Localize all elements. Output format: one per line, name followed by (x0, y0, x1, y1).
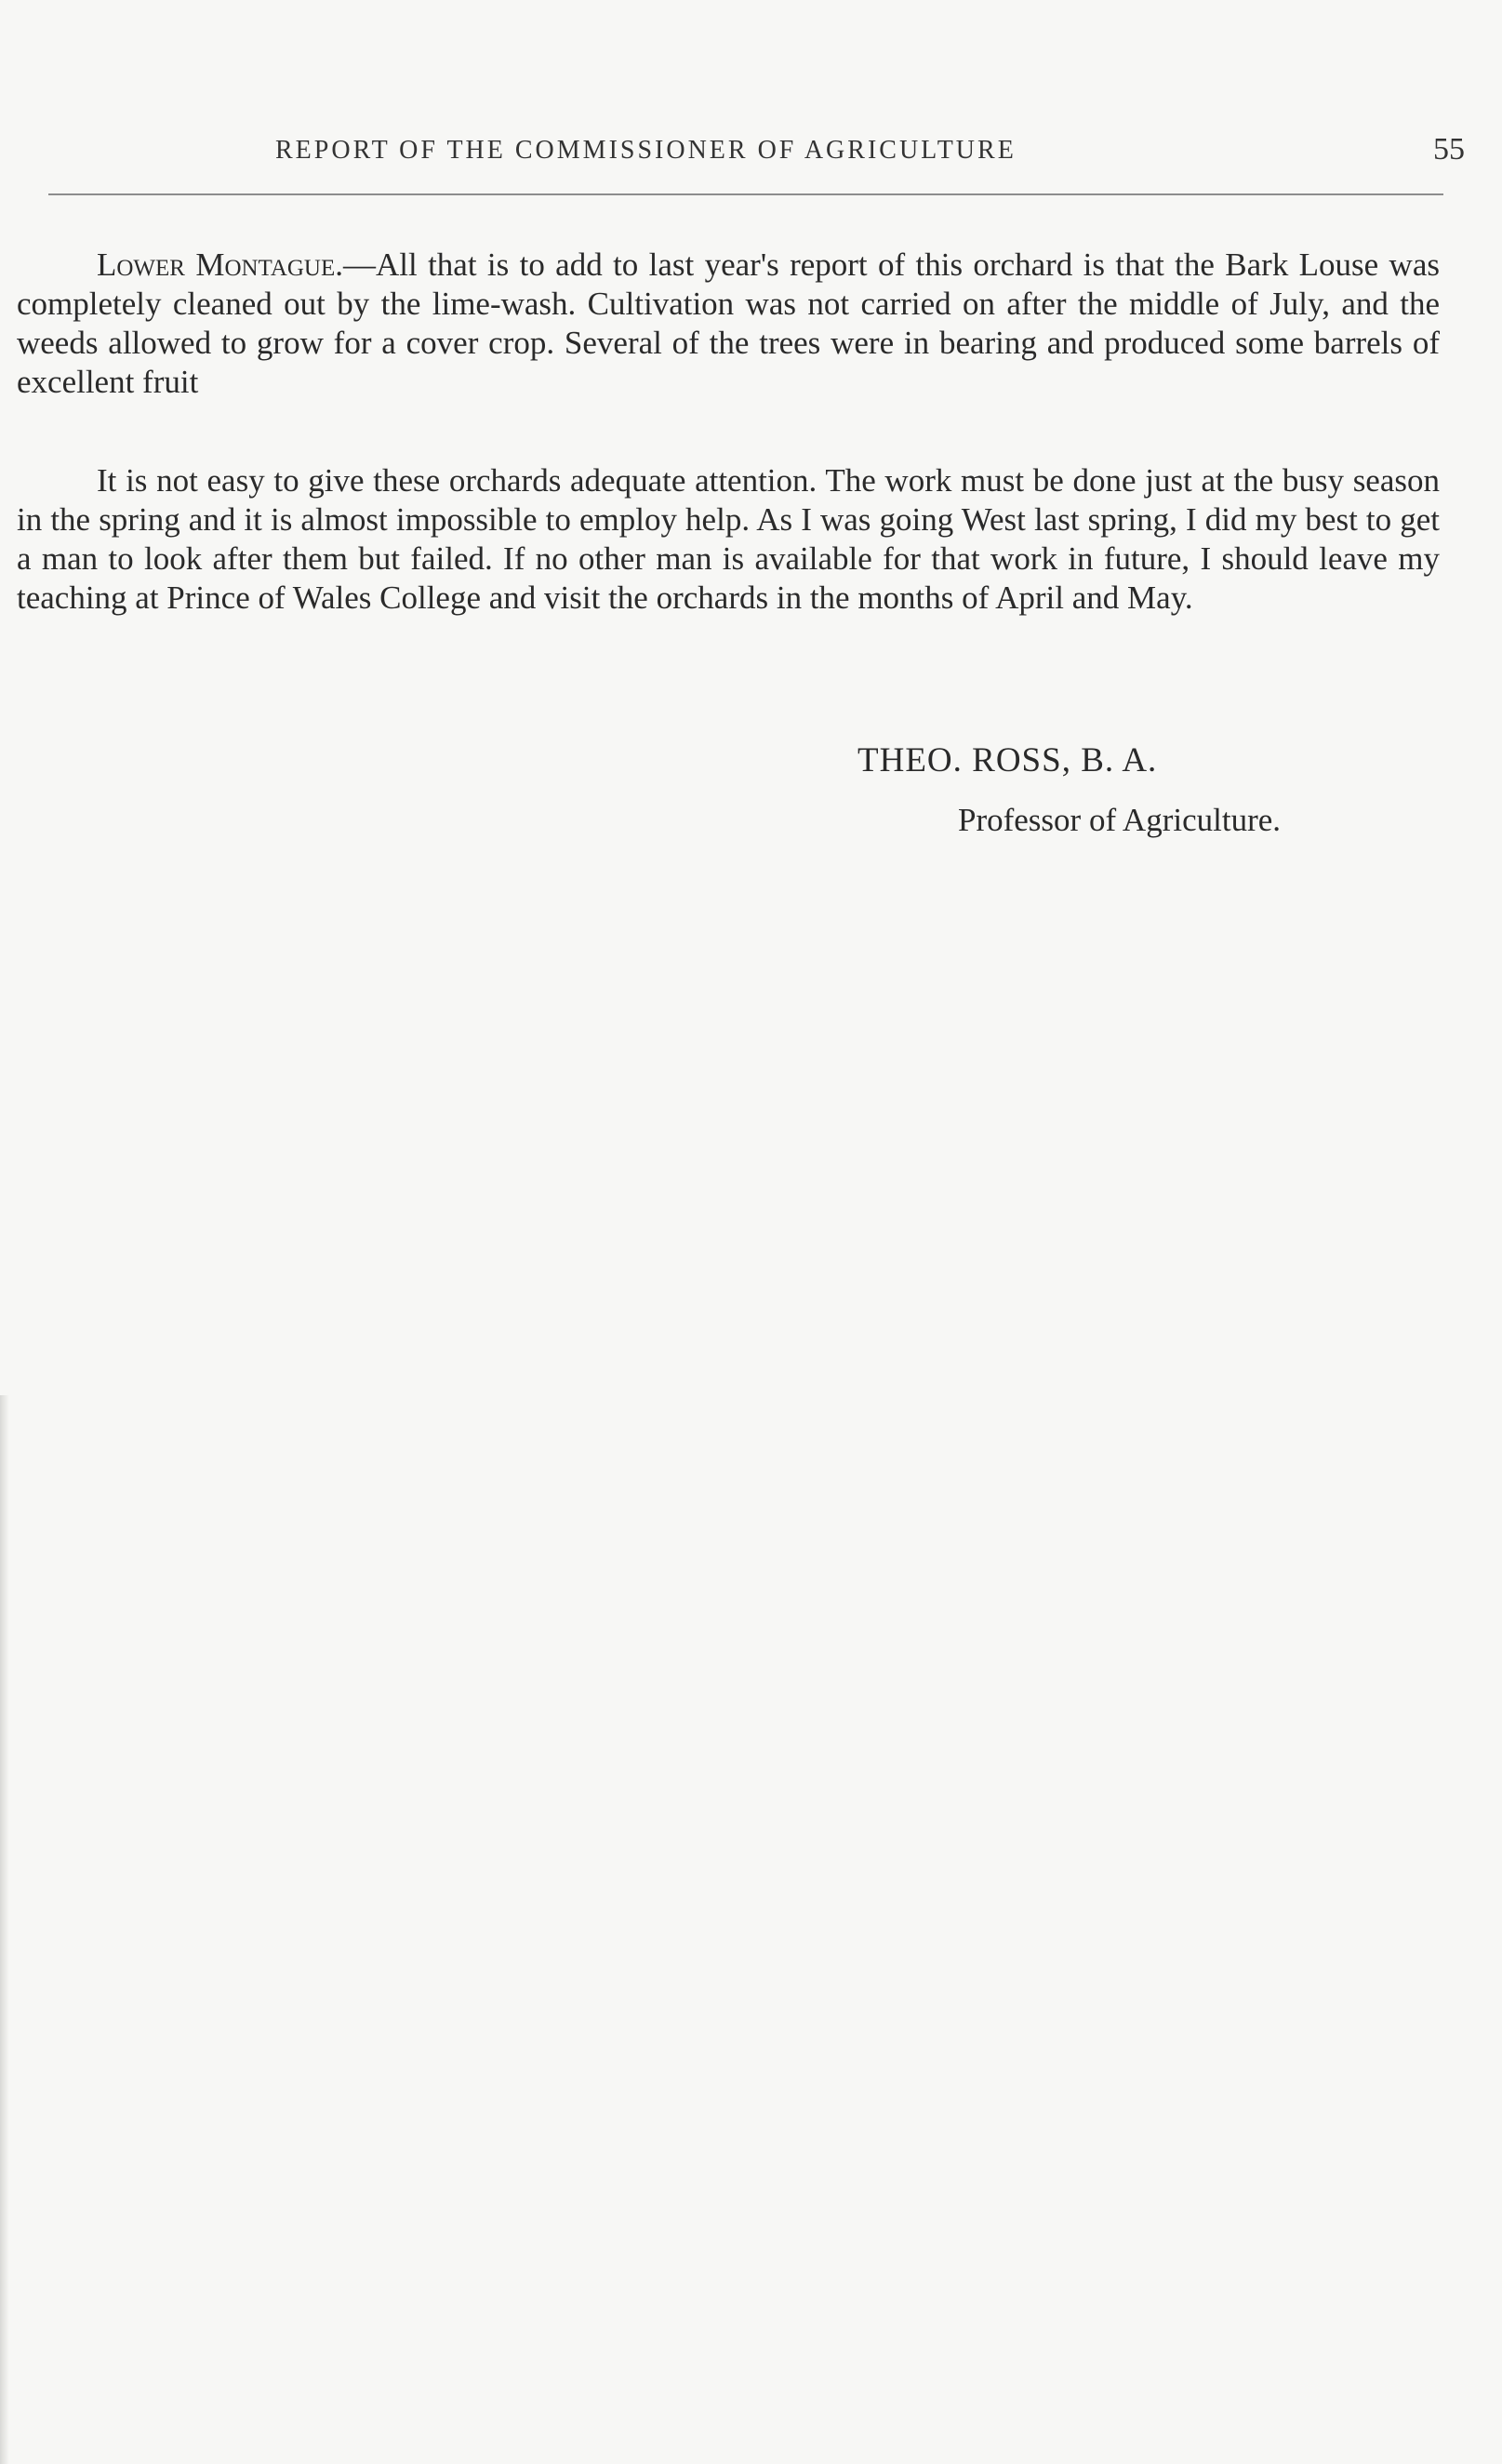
paragraph-1-body: —All that is to add to last year's report of this orchard is that the Bark Louse was completely cleaned out by the lime-wash. Cultivation was not carried on after the middle of July, and the weeds allowed to grow for a cover crop. Several of the trees were in bearing and produced some barrels of excellent fruit (17, 246, 1440, 400)
signature-title: Professor of Agriculture. (958, 802, 1282, 838)
paragraph-1-lead-in: Lower Montague. (97, 246, 344, 283)
paragraph-2-text: It is not easy to give these orchards adequate attention. The work must be done just at the busy season in the spring and it is almost impossible to employ help. As I was going West last spring, I did my best to get a man to look after them but failed. If no other man is available for that work in future, I should leave my teaching at Prince of Wales College and visit the orchards in the months of April and May. (17, 462, 1440, 616)
page-edge-shadow (0, 1395, 9, 2464)
signature-name: THEO. ROSS, B. A. (857, 741, 1158, 779)
running-head: REPORT OF THE COMMISSIONER OF AGRICULTURE (275, 136, 1017, 165)
paragraph-attention (17, 461, 1440, 618)
paragraph-1-text (17, 246, 1440, 402)
paragraph-lower-montague (17, 246, 1440, 402)
page-number: 55 (1433, 132, 1465, 166)
header-rule (48, 193, 1443, 195)
